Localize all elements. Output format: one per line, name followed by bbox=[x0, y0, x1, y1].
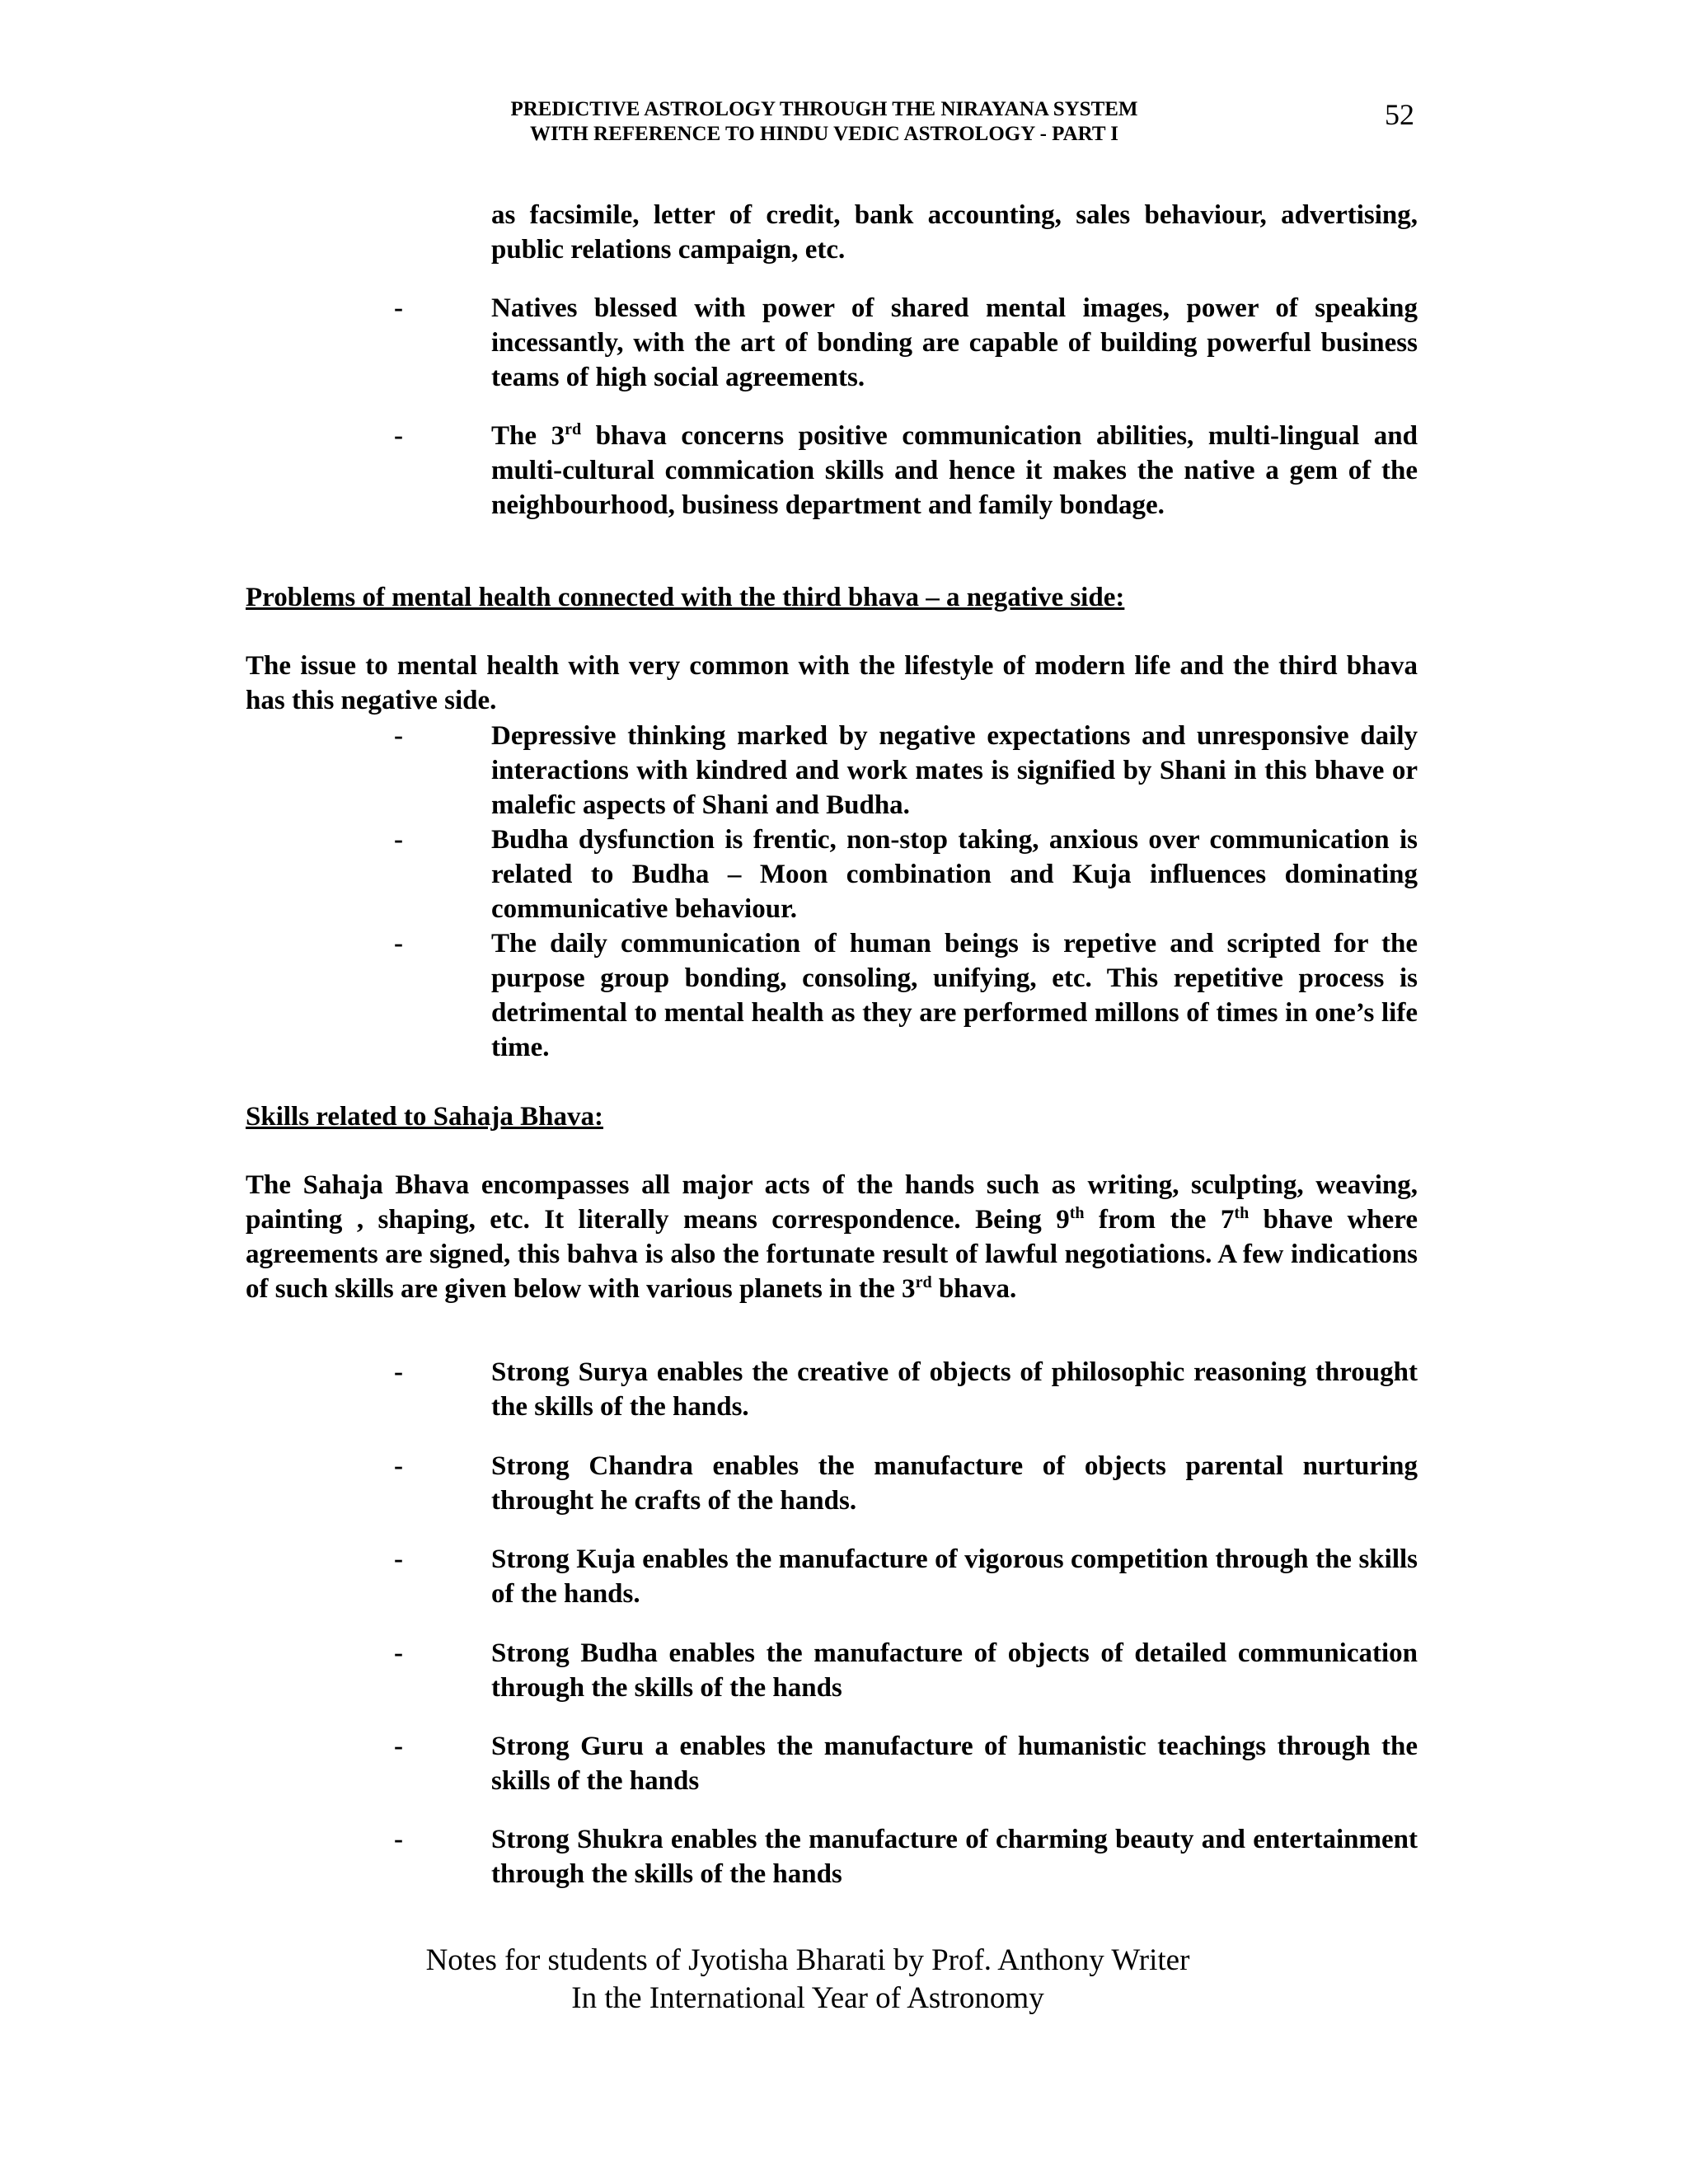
superscript: th bbox=[1069, 1204, 1085, 1222]
text-part: from the 7 bbox=[1084, 1205, 1235, 1235]
bullet-text: Strong Chandra enables the manufacture of objects parental nurturing throught he crafts of the hands. bbox=[491, 1451, 1418, 1516]
footer-line-2: In the International Year of Astronomy bbox=[571, 1981, 1044, 2015]
bullet-text: Natives blessed with power of shared mental images, power of speaking incessantly, with the art of bonding are capable of building powerful business teams of high social agreements. bbox=[491, 293, 1418, 392]
intro-continuation: as facsimile, letter of credit, bank accounting, sales behaviour, advertising, public relations campaign, etc. bbox=[491, 200, 1418, 265]
header-line-1: PREDICTIVE ASTROLOGY THROUGH THE NIRAYANA SYSTEM bbox=[510, 98, 1138, 120]
text-part: bhava concerns positive communication abilities, multi-lingual and multi-cultural commication skills and hence it makes the native a gem of the neighbourhood, business department and family bondage. bbox=[491, 421, 1418, 520]
bullet-dash: - bbox=[394, 929, 403, 958]
bullet-dash: - bbox=[394, 293, 403, 323]
bullet-text: Budha dysfunction is frentic, non-stop taking, anxious over communication is related to Budha – Moon combination and Kuja influences dominating communicative behaviour. bbox=[491, 825, 1418, 924]
bullet-text: Strong Surya enables the creative of objects of philosophic reasoning throught the skills of the hands. bbox=[491, 1357, 1418, 1422]
bullet-dash: - bbox=[394, 1451, 403, 1481]
bullet-dash: - bbox=[394, 1825, 403, 1854]
section-intro-paragraph bbox=[246, 1168, 1418, 1306]
text-part: bhave where agreements are signed, this bahva is also the fortunate result of lawful negotiations. A few indications of such skills are given below with various planets in the 3 bbox=[246, 1205, 1418, 1304]
text-part: The 3 bbox=[491, 421, 565, 451]
page-footer bbox=[363, 1942, 1253, 2018]
bullet-dash: - bbox=[394, 1732, 403, 1761]
bullet-dash: - bbox=[394, 721, 403, 751]
running-header bbox=[445, 97, 1203, 147]
bullet-dash: - bbox=[394, 1544, 403, 1574]
section-heading-sahaja-bhava: Skills related to Sahaja Bhava: bbox=[246, 1102, 603, 1132]
page-number: 52 bbox=[1385, 98, 1414, 131]
bullet-dash: - bbox=[394, 1638, 403, 1668]
superscript: rd bbox=[565, 420, 582, 438]
superscript: th bbox=[1234, 1204, 1250, 1222]
header-line-2: WITH REFERENCE TO HINDU VEDIC ASTROLOGY - PART I bbox=[529, 123, 1119, 145]
bullet-text-3rd-bhava bbox=[491, 419, 1418, 523]
bullet-text: The daily communication of human beings is repetive and scripted for the purpose group bonding, consoling, unifying, etc. This repetitive process is detrimental to mental health as they are performed millons of times in one’s life time. bbox=[491, 929, 1418, 1062]
bullet-dash: - bbox=[394, 421, 403, 451]
bullet-text: Strong Kuja enables the manufacture of vigorous competition through the skills of the hands. bbox=[491, 1544, 1418, 1609]
bullet-text: Strong Shukra enables the manufacture of charming beauty and entertainment through the skills of the hands bbox=[491, 1825, 1418, 1889]
bullet-text: Strong Guru a enables the manufacture of humanistic teachings through the skills of the hands bbox=[491, 1732, 1418, 1796]
footer-line-1: Notes for students of Jyotisha Bharati by Prof. Anthony Writer bbox=[425, 1943, 1190, 1977]
bullet-text: Strong Budha enables the manufacture of objects of detailed communication through the skills of the hands bbox=[491, 1638, 1418, 1703]
bullet-text: Depressive thinking marked by negative expectations and unresponsive daily interactions with kindred and work mates is signified by Shani in this bhave or malefic aspects of Shani and Budha. bbox=[491, 721, 1418, 820]
section-heading-mental-health: Problems of mental health connected with the third bhava – a negative side: bbox=[246, 583, 1125, 612]
superscript: rd bbox=[915, 1273, 932, 1291]
text-part: The Sahaja Bhava encompasses all major acts of the hands such as writing, sculpting, weaving, painting , shaping, etc. It literally means correspondence. Being 9 bbox=[246, 1170, 1418, 1235]
bullet-dash: - bbox=[394, 825, 403, 855]
text-part: bhava. bbox=[931, 1274, 1017, 1304]
section-intro-paragraph: The issue to mental health with very common with the lifestyle of modern life and the third bhava has this negative side. bbox=[246, 651, 1418, 715]
bullet-dash: - bbox=[394, 1357, 403, 1387]
